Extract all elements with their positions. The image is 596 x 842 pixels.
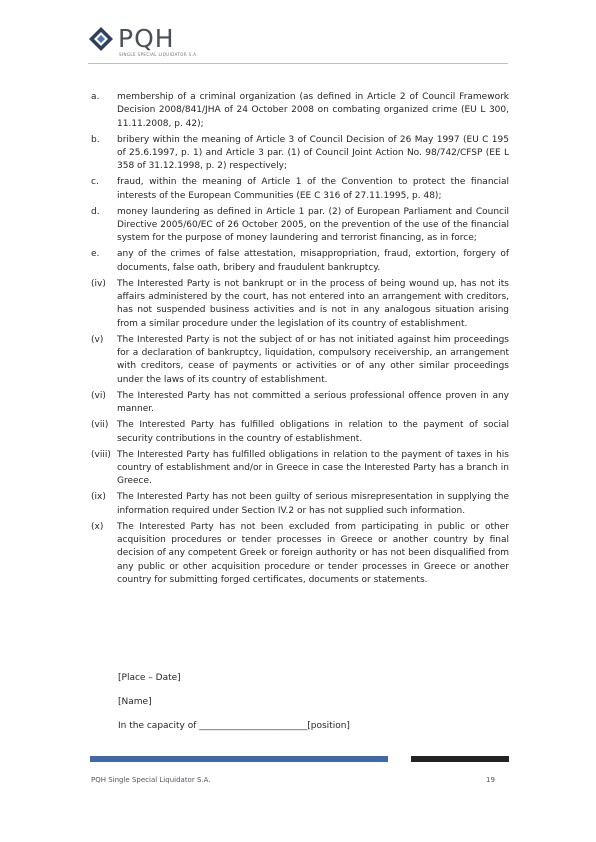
list-item-marker: (ix) — [91, 492, 106, 503]
logo-subtitle: SINGLE SPECIAL LIQUIDATOR S.A. — [119, 52, 199, 57]
place-date-line: [Place – Date] — [118, 673, 181, 683]
list-item — [91, 176, 509, 205]
list-item-marker: (vii) — [91, 420, 109, 431]
footer-bar-dark — [411, 756, 509, 762]
list-item-marker: (iv) — [91, 278, 106, 289]
header-rule — [88, 63, 508, 64]
list-item-marker: b. — [91, 134, 100, 145]
list-item-marker: (viii) — [91, 449, 111, 460]
list-item — [91, 278, 509, 334]
list-item-text: The Interested Party is not the subject of or has not initiated against him proceedings for a declaration of bankruptcy, liquidation, compulsory receivership, an arrangement with creditors, cease of payments or activities or of any other similar proceedings under the laws of its country of establishment. — [117, 334, 509, 385]
list-item-marker: (v) — [91, 334, 104, 345]
list-item-text: fraud, within the meaning of Article 1 of the Convention to protect the financial interests of the European Communities (EE C 316 of 27.11.1995, p. 48); — [117, 177, 509, 201]
pqh-logo — [88, 24, 218, 60]
list-item-text: bribery within the meaning of Article 3 of Council Decision of 26 May 1997 (EU C 195 of 25.6.1997, p. 1) and Article 3 par. (1) of Council Joint Action No. 98/742/CFSP (EE L 358 of 31.12.1998, p. 2) respectively; — [117, 134, 509, 172]
logo-text: PQH — [118, 24, 175, 53]
list-item-text: The Interested Party has not been guilty of serious misrepresentation in supplying the information required under Section IV.2 or has not supplied such information. — [117, 492, 509, 516]
footer-bar-blue — [90, 756, 388, 762]
list-item-marker: d. — [91, 206, 100, 217]
list-item — [91, 334, 509, 390]
pqh-diamond-icon — [88, 26, 114, 52]
list-item — [91, 206, 509, 249]
footer-company: PQH Single Special Liquidator S.A. — [91, 776, 211, 784]
page-number: 19 — [486, 776, 495, 784]
list-item-text: The Interested Party has not been excluded from participating in public or other acquisition procedures or tender processes in Greece or another country by final decision of any competent Greek or foreign authority or has not been disqualified from any public or other acquisition procedure or tender processes in Greece or another country for submitting forged certificates, documents or statements. — [117, 521, 509, 585]
list-item-text: money laundering as defined in Article 1 par. (2) of European Parliament and Council Directive 2005/60/EC of 26 October 2005, on the prevention of the use of the financial system for the purpose of money laundering and terrorist financing, as in force; — [117, 206, 509, 244]
list-item-text: any of the crimes of false attestation, misappropriation, fraud, extortion, forgery of documents, false oath, bribery and fraudulent bankruptcy. — [117, 249, 509, 273]
list-item — [91, 491, 509, 520]
list-item-marker: e. — [91, 249, 100, 260]
list-item — [91, 134, 509, 177]
list-item-marker: (vi) — [91, 390, 106, 401]
criteria-list — [91, 91, 509, 590]
list-item-text: The Interested Party has not committed a serious professional offence proven in any manner. — [117, 390, 509, 415]
list-item-marker: a. — [91, 92, 100, 102]
list-item-marker: c. — [91, 177, 99, 188]
list-item — [91, 449, 509, 492]
list-item — [91, 419, 509, 448]
name-line: [Name] — [118, 697, 152, 707]
capacity-line: In the capacity of ________________________[position] — [118, 721, 350, 731]
list-item — [91, 248, 509, 277]
list-item — [91, 91, 509, 134]
list-item-marker: (x) — [91, 521, 104, 532]
list-item-text: The Interested Party is not bankrupt or in the process of being wound up, has not its affairs administered by the court, has not entered into an arrangement with creditors, has not suspended business activities and is not in any analogous situation arising from a similar procedure under the legislation of its country of establishment. — [117, 278, 509, 329]
list-item — [91, 390, 509, 419]
list-item-text: The Interested Party has fulfilled obligations in relation to the payment of taxes in his country of establishment and/or in Greece in case the Interested Party has a branch in Greece. — [117, 449, 509, 487]
list-item-text: The Interested Party has fulfilled obligations in relation to the payment of social security contributions in the country of establishment. — [117, 420, 509, 444]
list-item — [91, 521, 509, 590]
list-item-text: membership of a criminal organization (as defined in Article 2 of Council Framework Decision 2008/841/JHA of 24 October 2008 on combating organized crime (EU L 300, 11.11.2008, p. 42); — [117, 92, 509, 129]
